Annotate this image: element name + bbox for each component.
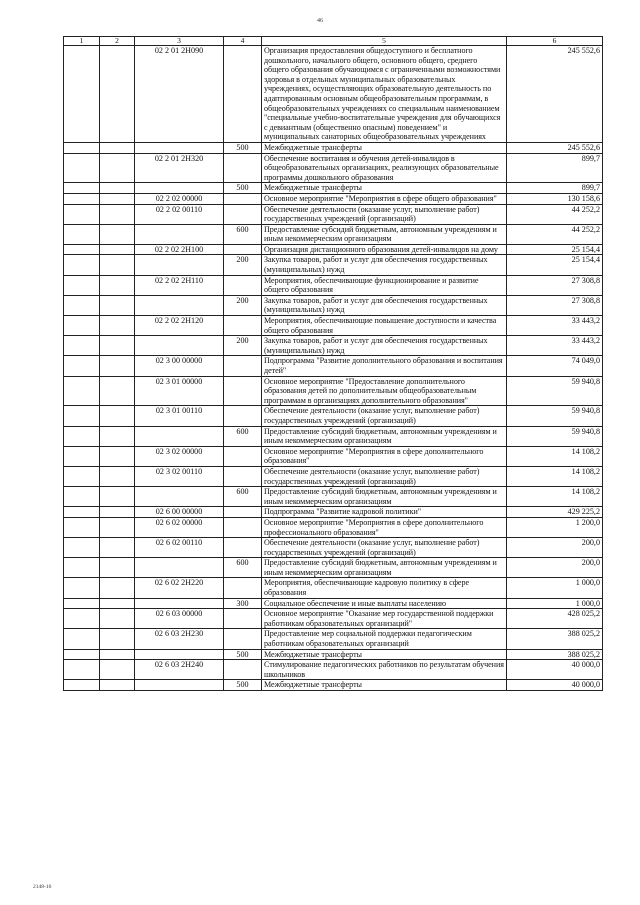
- description-cell: Организация предоставления общедоступного и бесплатного дошкольного, начального общего, основного общего, среднего общего образования обучающимся с ограниченными возможностями здоровья в отдельных муниципальных образовательных учреждениях, осуществляющих образовательную деятельность по адаптированным основным общеобразовательным программам, в общеобразовательных учреждениях со специальным наименованием "специальные учебно-воспитательные учреждения для обучающихся с девиантным (общественно опасным) поведением" и муниципальных санаторных общеобразовательных учреждениях: [262, 46, 507, 143]
- description-cell: Обеспечение деятельности (оказание услуг, выполнение работ) государственных учреждений (организаций): [262, 538, 507, 558]
- col1-cell: [64, 649, 100, 660]
- col2-cell: [100, 609, 135, 629]
- col2-cell: [100, 183, 135, 194]
- amount-cell: 1 000,0: [507, 578, 603, 598]
- col2-cell: [100, 244, 135, 255]
- col2-cell: [100, 629, 135, 649]
- table-row: [64, 466, 603, 486]
- amount-cell: 200,0: [507, 538, 603, 558]
- target-code-cell: 02 6 03 00000: [135, 609, 224, 629]
- target-code-cell: 02 3 02 00000: [135, 446, 224, 466]
- description-cell: Предоставление субсидий бюджетным, автономным учреждениям и иным некоммерческим организациям: [262, 558, 507, 578]
- table-row: [64, 336, 603, 356]
- table-row: [64, 629, 603, 649]
- col1-cell: [64, 153, 100, 183]
- expense-type-cell: [224, 46, 262, 143]
- col2-cell: [100, 295, 135, 315]
- target-code-cell: 02 6 02 2Н220: [135, 578, 224, 598]
- col2-cell: [100, 660, 135, 680]
- amount-cell: 200,0: [507, 558, 603, 578]
- target-code-cell: 02 6 00 00000: [135, 507, 224, 518]
- table-row: [64, 46, 603, 143]
- expense-type-cell: [224, 193, 262, 204]
- col1-cell: [64, 609, 100, 629]
- target-code-cell: 02 6 02 00000: [135, 517, 224, 537]
- col1-cell: [64, 224, 100, 244]
- description-cell: Мероприятия, обеспечивающие повышение доступности и качества общего образования: [262, 316, 507, 336]
- table-row: [64, 224, 603, 244]
- amount-cell: 44 252,2: [507, 204, 603, 224]
- target-code-cell: [135, 649, 224, 660]
- col1-cell: [64, 406, 100, 426]
- target-code-cell: [135, 336, 224, 356]
- description-cell: Стимулирование педагогических работников по результатам обучения школьников: [262, 660, 507, 680]
- col2-cell: [100, 517, 135, 537]
- expense-type-cell: [224, 356, 262, 376]
- col1-cell: [64, 376, 100, 406]
- amount-cell: 59 940,8: [507, 426, 603, 446]
- target-code-cell: 02 2 02 2Н100: [135, 244, 224, 255]
- budget-table: [63, 36, 603, 691]
- col1-cell: [64, 316, 100, 336]
- table-row: [64, 598, 603, 609]
- col2-cell: [100, 336, 135, 356]
- description-cell: Основное мероприятие "Мероприятия в сфере дополнительного образования": [262, 446, 507, 466]
- col1-cell: [64, 336, 100, 356]
- expense-type-cell: [224, 376, 262, 406]
- expense-type-cell: 600: [224, 487, 262, 507]
- amount-cell: 245 552,6: [507, 46, 603, 143]
- description-cell: Обеспечение деятельности (оказание услуг, выполнение работ) государственных учреждений (организаций): [262, 406, 507, 426]
- expense-type-cell: [224, 578, 262, 598]
- amount-cell: 59 940,8: [507, 376, 603, 406]
- table-row: [64, 538, 603, 558]
- col2-cell: [100, 426, 135, 446]
- expense-type-cell: [224, 244, 262, 255]
- col2-cell: [100, 406, 135, 426]
- amount-cell: 27 308,8: [507, 275, 603, 295]
- table-row: [64, 578, 603, 598]
- target-code-cell: 02 2 02 00110: [135, 204, 224, 224]
- col1-cell: [64, 255, 100, 275]
- col1-cell: [64, 487, 100, 507]
- target-code-cell: 02 2 02 2Н110: [135, 275, 224, 295]
- amount-cell: 40 000,0: [507, 680, 603, 691]
- expense-type-cell: [224, 507, 262, 518]
- expense-type-cell: [224, 629, 262, 649]
- table-row: [64, 609, 603, 629]
- amount-cell: 59 940,8: [507, 406, 603, 426]
- expense-type-cell: [224, 660, 262, 680]
- table-row: [64, 204, 603, 224]
- document-code: 2148-16: [33, 884, 52, 890]
- description-cell: Мероприятия, обеспечивающие функционирование и развитие общего образования: [262, 275, 507, 295]
- target-code-cell: [135, 426, 224, 446]
- description-cell: Межбюджетные трансферты: [262, 142, 507, 153]
- amount-cell: 428 025,2: [507, 609, 603, 629]
- table-row: [64, 507, 603, 518]
- expense-type-cell: 600: [224, 558, 262, 578]
- target-code-cell: 02 3 00 00000: [135, 356, 224, 376]
- table-row: [64, 649, 603, 660]
- header-row: [64, 37, 603, 46]
- description-cell: Обеспечение воспитания и обучения детей-инвалидов в общеобразовательных организациях, реализующих образовательные программы дошкольного образования: [262, 153, 507, 183]
- target-code-cell: 02 2 02 00000: [135, 193, 224, 204]
- col1-cell: [64, 629, 100, 649]
- description-cell: Социальное обеспечение и иные выплаты населению: [262, 598, 507, 609]
- description-cell: Подпрограмма "Развитие дополнительного образования и воспитания детей": [262, 356, 507, 376]
- amount-cell: 25 154,4: [507, 255, 603, 275]
- table-row: [64, 316, 603, 336]
- target-code-cell: 02 6 03 2Н240: [135, 660, 224, 680]
- table-row: [64, 142, 603, 153]
- col2-cell: [100, 558, 135, 578]
- header-col-5: 5: [262, 37, 507, 46]
- col2-cell: [100, 466, 135, 486]
- amount-cell: 1 000,0: [507, 598, 603, 609]
- expense-type-cell: 500: [224, 183, 262, 194]
- col1-cell: [64, 466, 100, 486]
- amount-cell: 33 443,2: [507, 336, 603, 356]
- table-row: [64, 295, 603, 315]
- target-code-cell: [135, 680, 224, 691]
- target-code-cell: [135, 487, 224, 507]
- expense-type-cell: [224, 538, 262, 558]
- description-cell: Обеспечение деятельности (оказание услуг, выполнение работ) государственных учреждений (организаций): [262, 466, 507, 486]
- target-code-cell: [135, 598, 224, 609]
- amount-cell: 14 108,2: [507, 466, 603, 486]
- col1-cell: [64, 507, 100, 518]
- col1-cell: [64, 356, 100, 376]
- col1-cell: [64, 275, 100, 295]
- expense-type-cell: [224, 204, 262, 224]
- col1-cell: [64, 578, 100, 598]
- table-row: [64, 183, 603, 194]
- table-row: [64, 660, 603, 680]
- amount-cell: 429 225,2: [507, 507, 603, 518]
- target-code-cell: [135, 295, 224, 315]
- expense-type-cell: [224, 517, 262, 537]
- col2-cell: [100, 193, 135, 204]
- expense-type-cell: [224, 446, 262, 466]
- header-col-6: 6: [507, 37, 603, 46]
- table-row: [64, 193, 603, 204]
- description-cell: Организация дистанционного образования детей-инвалидов на дому: [262, 244, 507, 255]
- amount-cell: 74 049,0: [507, 356, 603, 376]
- col2-cell: [100, 376, 135, 406]
- amount-cell: 388 025,2: [507, 649, 603, 660]
- amount-cell: 899,7: [507, 183, 603, 194]
- description-cell: Предоставление субсидий бюджетным, автономным учреждениям и иным некоммерческим организациям: [262, 224, 507, 244]
- table-row: [64, 356, 603, 376]
- expense-type-cell: 500: [224, 142, 262, 153]
- target-code-cell: 02 3 01 00000: [135, 376, 224, 406]
- col2-cell: [100, 46, 135, 143]
- expense-type-cell: 600: [224, 224, 262, 244]
- description-cell: Основное мероприятие "Предоставление дополнительного образования детей по дополнительным общеобразовательным программам в организациях дополнительного образования": [262, 376, 507, 406]
- table-row: [64, 376, 603, 406]
- expense-type-cell: 300: [224, 598, 262, 609]
- col1-cell: [64, 558, 100, 578]
- table-row: [64, 517, 603, 537]
- target-code-cell: 02 3 01 00110: [135, 406, 224, 426]
- header-col-2: 2: [100, 37, 135, 46]
- col2-cell: [100, 649, 135, 660]
- col2-cell: [100, 487, 135, 507]
- col2-cell: [100, 275, 135, 295]
- description-cell: Закупка товаров, работ и услуг для обеспечения государственных (муниципальных) нужд: [262, 255, 507, 275]
- table-row: [64, 153, 603, 183]
- table-row: [64, 255, 603, 275]
- description-cell: Межбюджетные трансферты: [262, 649, 507, 660]
- col1-cell: [64, 295, 100, 315]
- description-cell: Закупка товаров, работ и услуг для обеспечения государственных (муниципальных) нужд: [262, 295, 507, 315]
- col1-cell: [64, 204, 100, 224]
- table-row: [64, 558, 603, 578]
- col2-cell: [100, 356, 135, 376]
- expense-type-cell: 500: [224, 649, 262, 660]
- col2-cell: [100, 316, 135, 336]
- target-code-cell: [135, 558, 224, 578]
- target-code-cell: 02 2 01 2Н090: [135, 46, 224, 143]
- amount-cell: 27 308,8: [507, 295, 603, 315]
- description-cell: Обеспечение деятельности (оказание услуг, выполнение работ) государственных учреждений (организаций): [262, 204, 507, 224]
- target-code-cell: [135, 142, 224, 153]
- amount-cell: 130 158,6: [507, 193, 603, 204]
- col2-cell: [100, 680, 135, 691]
- target-code-cell: [135, 183, 224, 194]
- col1-cell: [64, 426, 100, 446]
- target-code-cell: 02 2 02 2Н120: [135, 316, 224, 336]
- table-row: [64, 426, 603, 446]
- description-cell: Мероприятия, обеспечивающие кадровую политику в сфере образования: [262, 578, 507, 598]
- amount-cell: 245 552,6: [507, 142, 603, 153]
- expense-type-cell: [224, 406, 262, 426]
- col1-cell: [64, 598, 100, 609]
- table-row: [64, 680, 603, 691]
- page-number: 46: [317, 18, 323, 24]
- col2-cell: [100, 224, 135, 244]
- col1-cell: [64, 193, 100, 204]
- amount-cell: 40 000,0: [507, 660, 603, 680]
- col1-cell: [64, 446, 100, 466]
- description-cell: Межбюджетные трансферты: [262, 680, 507, 691]
- description-cell: Основное мероприятие "Мероприятия в сфере дополнительного профессионального образования": [262, 517, 507, 537]
- description-cell: Предоставление субсидий бюджетным, автономным учреждениям и иным некоммерческим организациям: [262, 487, 507, 507]
- description-cell: Основное мероприятие "Мероприятия в сфере общего образования": [262, 193, 507, 204]
- expense-type-cell: 200: [224, 295, 262, 315]
- target-code-cell: [135, 255, 224, 275]
- col2-cell: [100, 153, 135, 183]
- expense-type-cell: [224, 466, 262, 486]
- expense-type-cell: [224, 609, 262, 629]
- col2-cell: [100, 598, 135, 609]
- target-code-cell: 02 3 02 00110: [135, 466, 224, 486]
- header-col-4: 4: [224, 37, 262, 46]
- target-code-cell: 02 6 03 2Н230: [135, 629, 224, 649]
- amount-cell: 44 252,2: [507, 224, 603, 244]
- expense-type-cell: 500: [224, 680, 262, 691]
- amount-cell: 899,7: [507, 153, 603, 183]
- col2-cell: [100, 446, 135, 466]
- col2-cell: [100, 507, 135, 518]
- expense-type-cell: [224, 316, 262, 336]
- col2-cell: [100, 578, 135, 598]
- description-cell: Подпрограмма "Развитие кадровой политики": [262, 507, 507, 518]
- amount-cell: 388 025,2: [507, 629, 603, 649]
- table-row: [64, 275, 603, 295]
- amount-cell: 1 200,0: [507, 517, 603, 537]
- amount-cell: 25 154,4: [507, 244, 603, 255]
- col1-cell: [64, 517, 100, 537]
- table-row: [64, 244, 603, 255]
- description-cell: Основное мероприятие "Оказание мер государственной поддержки работникам образовательных организаций": [262, 609, 507, 629]
- col2-cell: [100, 255, 135, 275]
- col1-cell: [64, 183, 100, 194]
- expense-type-cell: [224, 275, 262, 295]
- table-row: [64, 446, 603, 466]
- col2-cell: [100, 538, 135, 558]
- col1-cell: [64, 142, 100, 153]
- description-cell: Предоставление субсидий бюджетным, автономным учреждениям и иным некоммерческим организациям: [262, 426, 507, 446]
- target-code-cell: 02 6 02 00110: [135, 538, 224, 558]
- table-row: [64, 487, 603, 507]
- col1-cell: [64, 680, 100, 691]
- amount-cell: 14 108,2: [507, 487, 603, 507]
- description-cell: Предоставление мер социальной поддержки педагогическим работникам образовательных организаций: [262, 629, 507, 649]
- table-row: [64, 406, 603, 426]
- col1-cell: [64, 538, 100, 558]
- col2-cell: [100, 142, 135, 153]
- col1-cell: [64, 46, 100, 143]
- col1-cell: [64, 660, 100, 680]
- expense-type-cell: [224, 153, 262, 183]
- expense-type-cell: 200: [224, 336, 262, 356]
- expense-type-cell: 200: [224, 255, 262, 275]
- amount-cell: 14 108,2: [507, 446, 603, 466]
- target-code-cell: 02 2 01 2Н320: [135, 153, 224, 183]
- header-col-1: 1: [64, 37, 100, 46]
- expense-type-cell: 600: [224, 426, 262, 446]
- amount-cell: 33 443,2: [507, 316, 603, 336]
- description-cell: Межбюджетные трансферты: [262, 183, 507, 194]
- col2-cell: [100, 204, 135, 224]
- header-col-3: 3: [135, 37, 224, 46]
- col1-cell: [64, 244, 100, 255]
- target-code-cell: [135, 224, 224, 244]
- description-cell: Закупка товаров, работ и услуг для обеспечения государственных (муниципальных) нужд: [262, 336, 507, 356]
